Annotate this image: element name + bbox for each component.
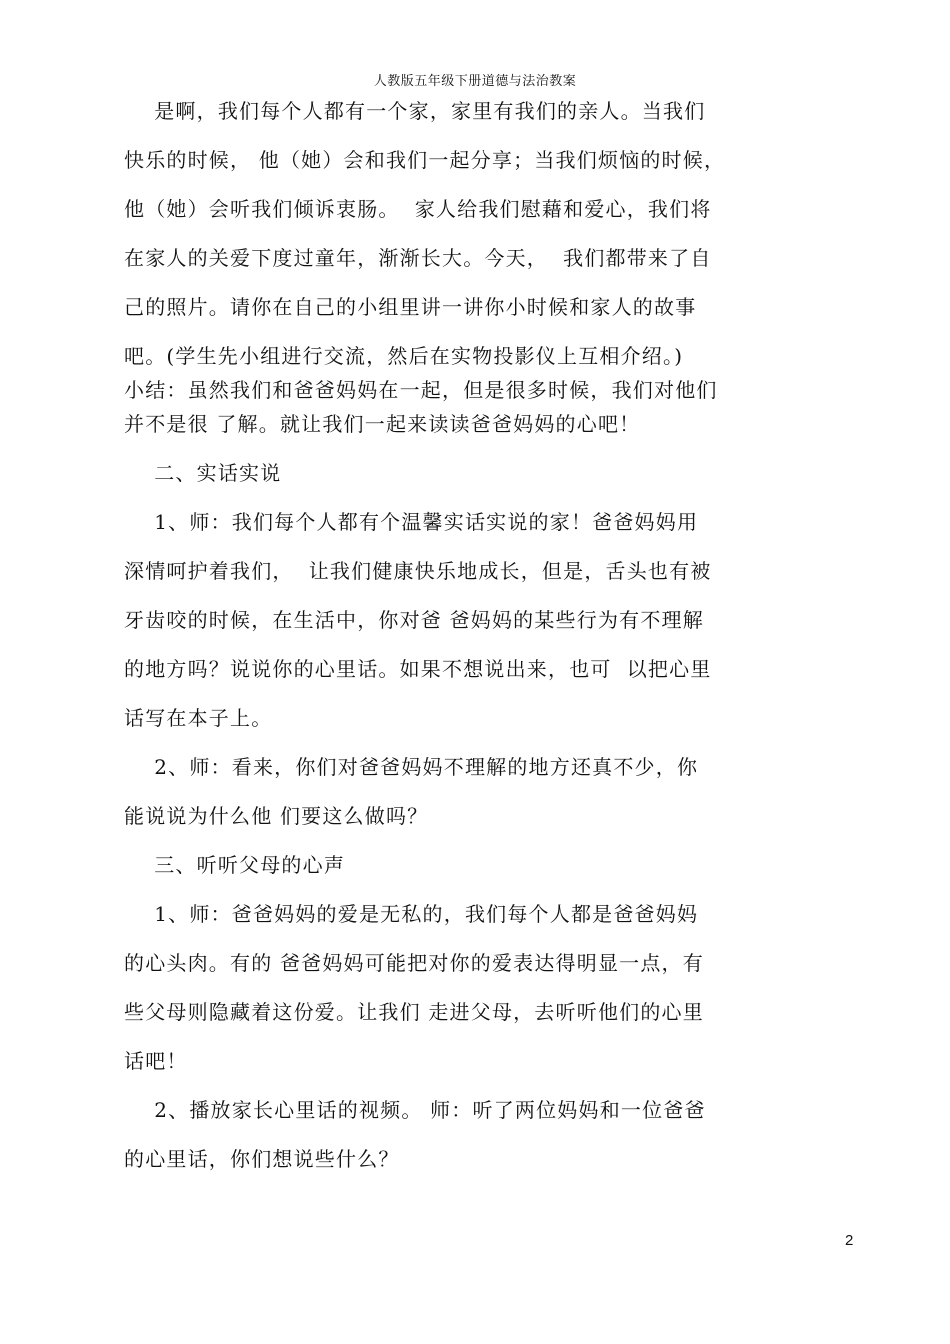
- text-line: 的心里话，你们想说些什么？: [124, 1147, 400, 1171]
- text-line: 己的照片。请你在自己的小组里讲一讲你小时候和家人的故事: [124, 295, 697, 319]
- text-line: 牙齿咬的时候，在生活中，你对爸 爸妈妈的某些行为有不理解: [124, 608, 704, 632]
- section-heading: 二、实话实说: [124, 461, 282, 485]
- text-line: 2、播放家长心里话的视频。 师：听了两位妈妈和一位爸爸: [124, 1098, 706, 1122]
- text-line: 1、师：我们每个人都有个温馨实话实说的家！爸爸妈妈用: [124, 510, 699, 534]
- text-line: 的心头肉。有的 爸爸妈妈可能把对你的爱表达得明显一点，有: [124, 951, 704, 975]
- text-line: 吧。(学生先小组进行交流，然后在实物投影仪上互相介绍。): [124, 344, 684, 368]
- text-line: 2、师：看来，你们对爸爸妈妈不理解的地方还真不少，你: [124, 755, 699, 779]
- text-line: 深情呵护着我们， 让我们健康快乐地成长，但是，舌头也有被: [124, 559, 712, 583]
- text-line: 些父母则隐藏着这份爱。让我们 走进父母，去听听他们的心里: [124, 1000, 704, 1024]
- text-line: 并不是很 了解。就让我们一起来读读爸爸妈妈的心吧！: [124, 412, 641, 436]
- text-line: 话写在本子上。: [124, 706, 273, 730]
- page-header: 人教版五年级下册道德与法治教案: [373, 74, 577, 89]
- page-number: 2: [845, 1232, 854, 1249]
- text-line: 小结：虽然我们和爸爸妈妈在一起，但是很多时候，我们对他们: [124, 378, 718, 402]
- text-line: 快乐的时候， 他（她）会和我们一起分享；当我们烦恼的时候，: [124, 148, 726, 172]
- text-line: 的地方吗？说说你的心里话。如果不想说出来，也可 以把心里: [124, 657, 712, 681]
- text-line: 话吧！: [124, 1049, 188, 1073]
- text-line: 是啊，我们每个人都有一个家，家里有我们的亲人。当我们: [124, 99, 706, 123]
- text-line: 他（她）会听我们倾诉衷肠。 家人给我们慰藉和爱心，我们将: [124, 197, 712, 221]
- text-line: 在家人的关爱下度过童年，渐渐长大。今天， 我们都带来了自: [124, 246, 712, 270]
- section-heading: 三、听听父母的心声: [124, 853, 346, 877]
- text-line: 1、师：爸爸妈妈的爱是无私的，我们每个人都是爸爸妈妈: [124, 902, 699, 926]
- document-body: [124, 95, 738, 1175]
- text-line: 能说说为什么他 们要这么做吗？: [124, 804, 429, 828]
